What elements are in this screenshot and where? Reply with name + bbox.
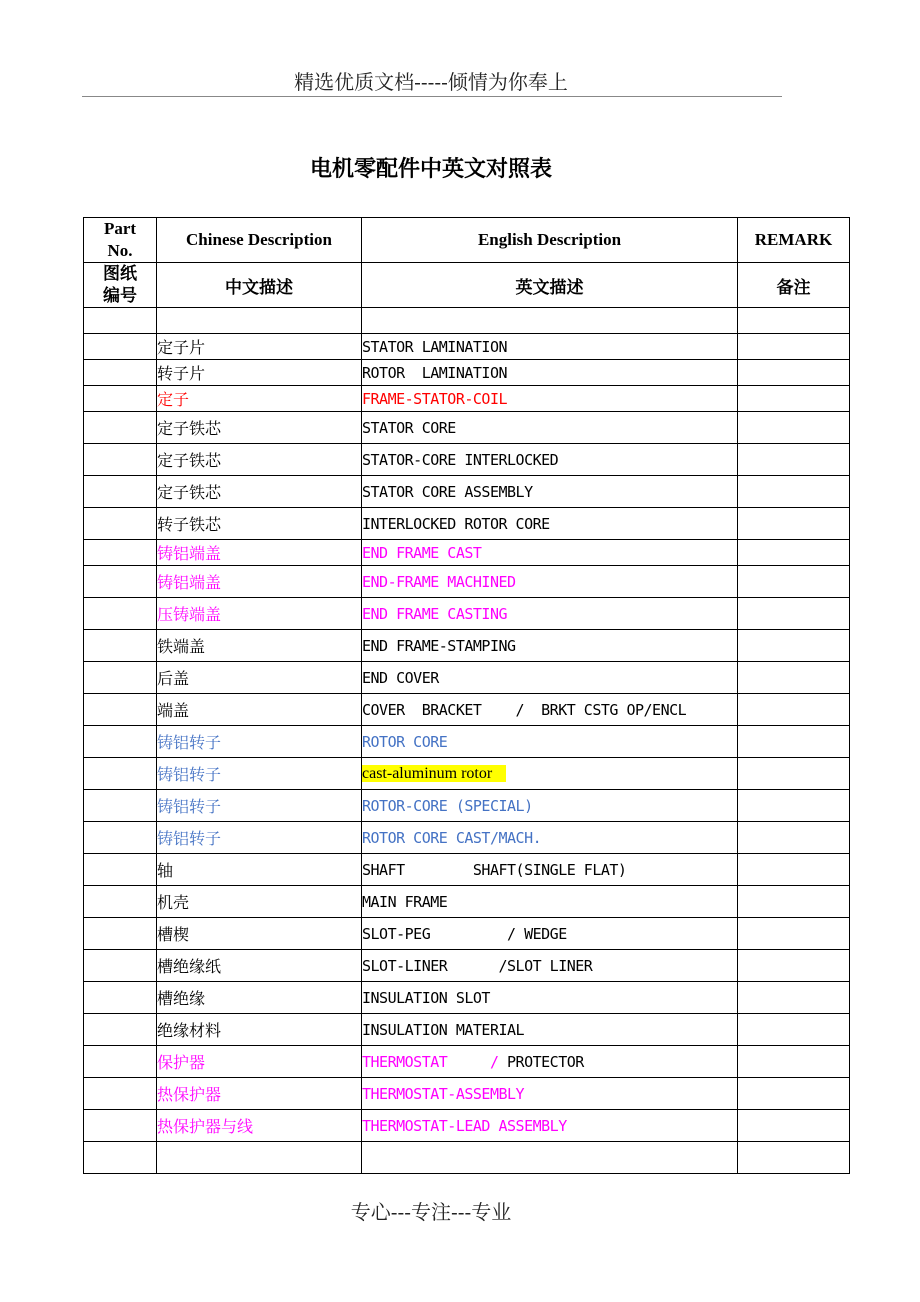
english-description-text: ROTOR LAMINATION <box>362 363 508 382</box>
table-row <box>84 444 850 476</box>
part-no-cell <box>84 334 157 360</box>
chinese-description-cell: 定子片 <box>157 334 362 360</box>
chinese-description-cell <box>157 308 362 334</box>
english-description-cell <box>362 386 738 412</box>
english-description-text: STATOR LAMINATION <box>362 337 508 356</box>
col-header-english-description: English Description <box>362 218 738 263</box>
english-description-text: FRAME-STATOR-COIL <box>362 389 508 408</box>
remark-cell <box>738 334 850 360</box>
chinese-description-cell: 保护器 <box>157 1046 362 1078</box>
table-row <box>84 662 850 694</box>
part-no-cell <box>84 694 157 726</box>
part-no-cell <box>84 444 157 476</box>
english-description-text: SLOT-PEG / WEDGE <box>362 924 567 943</box>
table-row <box>84 694 850 726</box>
english-description-text: END COVER <box>362 668 439 687</box>
english-description-cell <box>362 360 738 386</box>
english-description-cell <box>362 1014 738 1046</box>
col-header-part-no: Part No. <box>84 218 157 263</box>
part-no-cell <box>84 308 157 334</box>
chinese-description-cell: 定子铁芯 <box>157 412 362 444</box>
col-header-chinese-description: Chinese Description <box>157 218 362 263</box>
chinese-description-cell: 槽绝缘纸 <box>157 950 362 982</box>
english-description-text: STATOR CORE ASSEMBLY <box>362 482 533 501</box>
english-description-text: ROTOR-CORE (SPECIAL) <box>362 796 533 815</box>
part-no-cell <box>84 598 157 630</box>
remark-cell <box>738 598 850 630</box>
part-no-cell <box>84 982 157 1014</box>
chinese-description-cell: 铸铝转子 <box>157 822 362 854</box>
part-no-cell <box>84 950 157 982</box>
table-row <box>84 726 850 758</box>
remark-cell <box>738 566 850 598</box>
part-no-cell <box>84 918 157 950</box>
english-description-text: ROTOR CORE CAST/MACH. <box>362 828 542 847</box>
table-row <box>84 412 850 444</box>
highlighted-text: cast-aluminum rotor <box>362 765 506 782</box>
chinese-description-cell: 轴 <box>157 854 362 886</box>
part-no-cell <box>84 1110 157 1142</box>
english-description-cell <box>362 982 738 1014</box>
remark-cell <box>738 1014 850 1046</box>
table-row <box>84 1078 850 1110</box>
part-no-cell <box>84 508 157 540</box>
english-description-text: SHAFT SHAFT(SINGLE FLAT) <box>362 860 627 879</box>
part-no-cell <box>84 854 157 886</box>
english-description-cell <box>362 540 738 566</box>
remark-cell <box>738 662 850 694</box>
remark-cell <box>738 1142 850 1174</box>
table-row <box>84 308 850 334</box>
table-row <box>84 822 850 854</box>
english-description-text: END FRAME CAST <box>362 543 482 562</box>
remark-cell <box>738 360 850 386</box>
english-description-suffix: PROTECTOR <box>507 1052 584 1071</box>
english-description-cell <box>362 950 738 982</box>
table-row <box>84 950 850 982</box>
english-description-text: STATOR-CORE INTERLOCKED <box>362 450 559 469</box>
table-row <box>84 360 850 386</box>
english-description-text: THERMOSTAT-LEAD ASSEMBLY <box>362 1116 567 1135</box>
english-description-text: MAIN FRAME <box>362 892 448 911</box>
document-title: 电机零配件中英文对照表 <box>309 157 552 182</box>
part-no-cell <box>84 662 157 694</box>
english-description-text: INSULATION SLOT <box>362 988 490 1007</box>
remark-cell <box>738 918 850 950</box>
chinese-description-cell: 热保护器与线 <box>157 1110 362 1142</box>
remark-cell <box>738 412 850 444</box>
english-description-cell <box>362 822 738 854</box>
english-description-text: INSULATION MATERIAL <box>362 1020 525 1039</box>
col-header-cn-description: 中文描述 <box>157 263 362 308</box>
part-no-cell <box>84 1046 157 1078</box>
english-description-cell <box>362 854 738 886</box>
english-description-cell <box>362 1142 738 1174</box>
english-description-cell <box>362 918 738 950</box>
part-no-cell <box>84 630 157 662</box>
english-description-text: END FRAME-STAMPING <box>362 636 516 655</box>
english-description-cell <box>362 758 738 790</box>
english-description-text: END-FRAME MACHINED <box>362 572 516 591</box>
chinese-description-cell: 绝缘材料 <box>157 1014 362 1046</box>
remark-cell <box>738 982 850 1014</box>
col-header-drawing-no: 图纸编号 <box>84 263 157 308</box>
chinese-description-cell: 热保护器 <box>157 1078 362 1110</box>
english-description-cell <box>362 726 738 758</box>
chinese-description-cell: 定子铁芯 <box>157 476 362 508</box>
english-description-cell <box>362 662 738 694</box>
page-header: 精选优质文档-----倾情为你奉上 <box>294 70 568 94</box>
chinese-description-cell: 铸铝端盖 <box>157 566 362 598</box>
english-description-text: THERMOSTAT / <box>362 1052 508 1071</box>
english-description-cell <box>362 790 738 822</box>
english-description-cell <box>362 334 738 360</box>
english-description-cell <box>362 1078 738 1110</box>
header-row-english <box>84 218 850 263</box>
english-description-text: INTERLOCKED ROTOR CORE <box>362 514 550 533</box>
table-row <box>84 918 850 950</box>
chinese-description-cell: 铸铝转子 <box>157 790 362 822</box>
remark-cell <box>738 476 850 508</box>
table-row <box>84 476 850 508</box>
english-description-text: END FRAME CASTING <box>362 604 508 623</box>
part-no-cell <box>84 1014 157 1046</box>
remark-cell <box>738 950 850 982</box>
remark-cell <box>738 790 850 822</box>
header-row-chinese <box>84 263 850 308</box>
remark-cell <box>738 854 850 886</box>
parts-table <box>83 217 850 1174</box>
page-footer: 专心---专注---专业 <box>350 1200 512 1224</box>
part-no-cell <box>84 886 157 918</box>
english-description-text: STATOR CORE <box>362 418 456 437</box>
remark-cell <box>738 758 850 790</box>
table-row <box>84 1110 850 1142</box>
english-description-cell <box>362 694 738 726</box>
chinese-description-cell: 定子铁芯 <box>157 444 362 476</box>
english-description-text: THERMOSTAT-ASSEMBLY <box>362 1084 525 1103</box>
english-description-cell <box>362 598 738 630</box>
table-row <box>84 508 850 540</box>
part-no-cell <box>84 726 157 758</box>
chinese-description-cell: 铁端盖 <box>157 630 362 662</box>
part-no-cell <box>84 476 157 508</box>
table-row <box>84 1046 850 1078</box>
chinese-description-cell: 铸铝转子 <box>157 726 362 758</box>
remark-cell <box>738 630 850 662</box>
col-header-note: 备注 <box>738 263 850 308</box>
table-row <box>84 982 850 1014</box>
chinese-description-cell: 端盖 <box>157 694 362 726</box>
english-description-text: COVER BRACKET / BRKT CSTG OP/ENCL <box>362 700 687 719</box>
chinese-description-cell: 铸铝转子 <box>157 758 362 790</box>
chinese-description-cell: 槽绝缘 <box>157 982 362 1014</box>
english-description-cell <box>362 508 738 540</box>
part-no-cell <box>84 540 157 566</box>
table-row <box>84 566 850 598</box>
part-no-cell <box>84 360 157 386</box>
remark-cell <box>738 308 850 334</box>
part-no-cell <box>84 566 157 598</box>
english-description-cell <box>362 412 738 444</box>
table-row <box>84 386 850 412</box>
english-description-cell <box>362 476 738 508</box>
remark-cell <box>738 726 850 758</box>
col-header-remark: REMARK <box>738 218 850 263</box>
header-rule <box>82 96 782 97</box>
table-row <box>84 1142 850 1174</box>
part-no-cell <box>84 412 157 444</box>
english-description-text: ROTOR CORE <box>362 732 448 751</box>
remark-cell <box>738 1046 850 1078</box>
english-description-text: SLOT-LINER /SLOT LINER <box>362 956 593 975</box>
table-row <box>84 598 850 630</box>
part-no-cell <box>84 822 157 854</box>
table-row <box>84 540 850 566</box>
table-row <box>84 854 850 886</box>
english-description-cell <box>362 308 738 334</box>
col-header-en-description: 英文描述 <box>362 263 738 308</box>
remark-cell <box>738 822 850 854</box>
part-no-cell <box>84 790 157 822</box>
chinese-description-cell: 槽楔 <box>157 918 362 950</box>
remark-cell <box>738 694 850 726</box>
table-row <box>84 790 850 822</box>
table-row <box>84 758 850 790</box>
chinese-description-cell: 压铸端盖 <box>157 598 362 630</box>
table-row <box>84 334 850 360</box>
english-description-cell <box>362 1046 738 1078</box>
chinese-description-cell: 后盖 <box>157 662 362 694</box>
remark-cell <box>738 886 850 918</box>
table-row <box>84 886 850 918</box>
chinese-description-cell: 铸铝端盖 <box>157 540 362 566</box>
chinese-description-cell: 转子铁芯 <box>157 508 362 540</box>
part-no-cell <box>84 758 157 790</box>
english-description-cell <box>362 630 738 662</box>
part-no-cell <box>84 1142 157 1174</box>
english-description-cell <box>362 886 738 918</box>
part-no-cell <box>84 386 157 412</box>
remark-cell <box>738 508 850 540</box>
chinese-description-cell: 机壳 <box>157 886 362 918</box>
remark-cell <box>738 1078 850 1110</box>
remark-cell <box>738 444 850 476</box>
remark-cell <box>738 1110 850 1142</box>
chinese-description-cell <box>157 1142 362 1174</box>
english-description-cell <box>362 444 738 476</box>
table-row <box>84 630 850 662</box>
english-description-cell <box>362 1110 738 1142</box>
english-description-cell <box>362 566 738 598</box>
remark-cell <box>738 386 850 412</box>
chinese-description-cell: 定子 <box>157 386 362 412</box>
chinese-description-cell: 转子片 <box>157 360 362 386</box>
part-no-cell <box>84 1078 157 1110</box>
remark-cell <box>738 540 850 566</box>
table-row <box>84 1014 850 1046</box>
